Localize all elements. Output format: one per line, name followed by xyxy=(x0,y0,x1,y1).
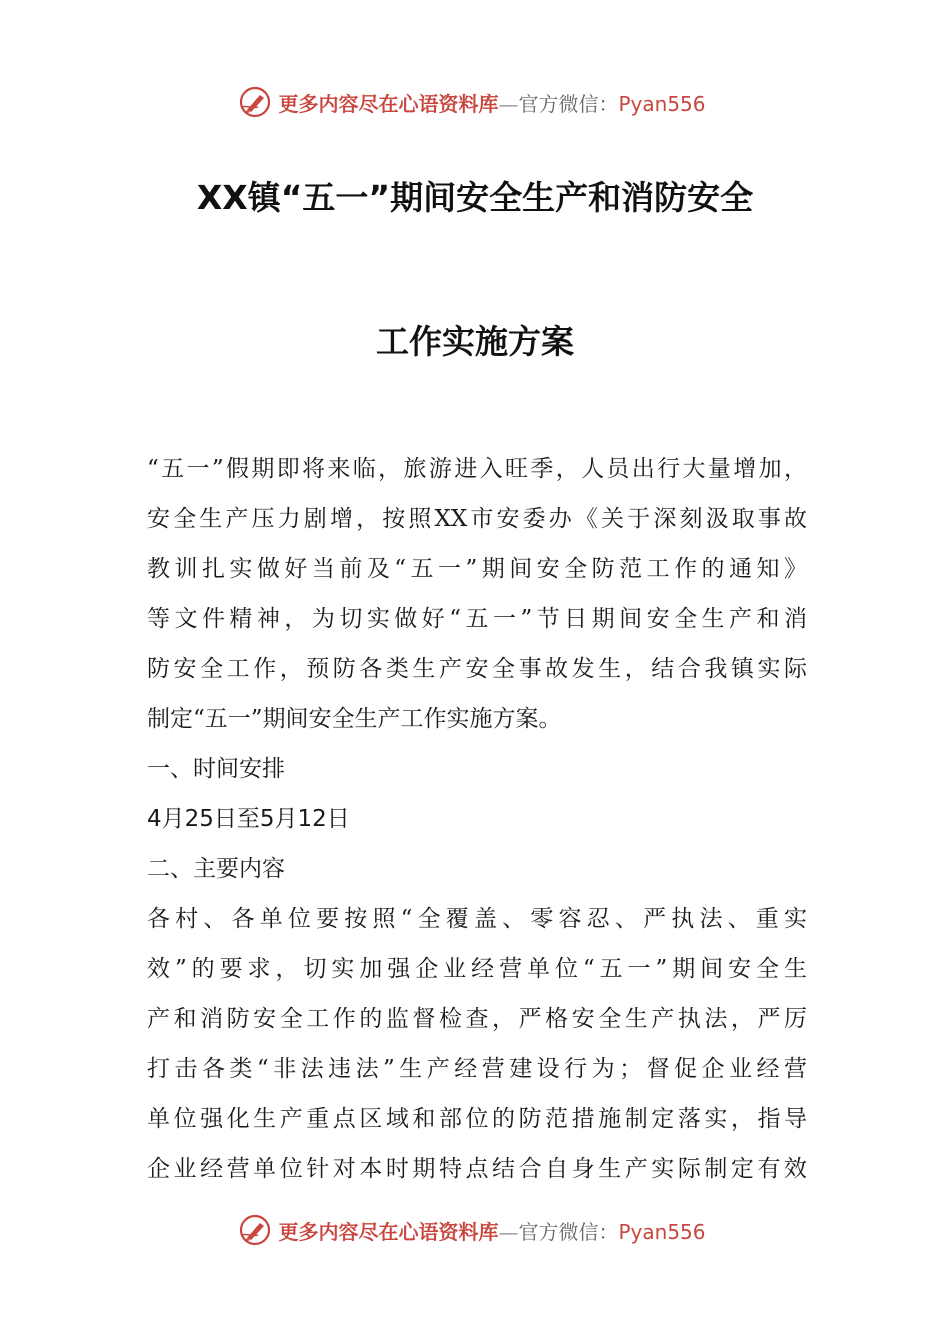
document-body xyxy=(147,444,807,1194)
body-line: 单位强化生产重点区域和部位的防范措施制定落实，指导 xyxy=(147,1106,807,1132)
body-line: 制定“五一”期间安全生产工作实施方案。 xyxy=(147,706,562,732)
body-line: 防安全工作，预防各类生产安全事故发生，结合我镇实际 xyxy=(147,656,807,682)
body-line: 教训扎实做好当前及“五一”期间安全防范工作的通知》 xyxy=(147,556,807,582)
body-line: 各村、各单位要按照“全覆盖、零容忍、严执法、重实 xyxy=(147,906,807,932)
body-line: 打击各类“非法违法”生产经营建设行为；督促企业经营 xyxy=(147,1056,807,1082)
body-line: 安全生产压力剧增，按照XX市安委办《关于深刻汲取事故 xyxy=(147,506,807,532)
body-line: “五一”假期即将来临，旅游进入旺季，人员出行大量增加， xyxy=(147,456,807,482)
watermark-text: 更多内容尽在心语资料库—官方微信：Pyan556 xyxy=(278,91,706,116)
watermark-header xyxy=(0,82,950,122)
section-heading-content: 二、主要内容 xyxy=(147,856,285,882)
watermark-footer xyxy=(0,1210,950,1250)
body-line: 等文件精神，为切实做好“五一”节日期间安全生产和消 xyxy=(147,606,807,632)
body-line: 效”的要求，切实加强企业经营单位“五一”期间安全生 xyxy=(147,956,807,982)
document-title-line-2: 工作实施方案 xyxy=(376,322,574,361)
pen-logo-icon xyxy=(238,85,272,119)
body-line: 企业经营单位针对本时期特点结合自身生产实际制定有效 xyxy=(147,1156,807,1182)
schedule-dates: 4月25日至5月12日 xyxy=(147,806,350,832)
pen-logo-icon xyxy=(238,1213,272,1247)
body-line: 产和消防安全工作的监督检查，严格安全生产执法，严厉 xyxy=(147,1006,807,1032)
section-heading-schedule: 一、时间安排 xyxy=(147,756,285,782)
watermark-text: 更多内容尽在心语资料库—官方微信：Pyan556 xyxy=(278,1219,706,1244)
document-title-line-1: XX镇“五一”期间安全生产和消防安全 xyxy=(196,178,754,217)
